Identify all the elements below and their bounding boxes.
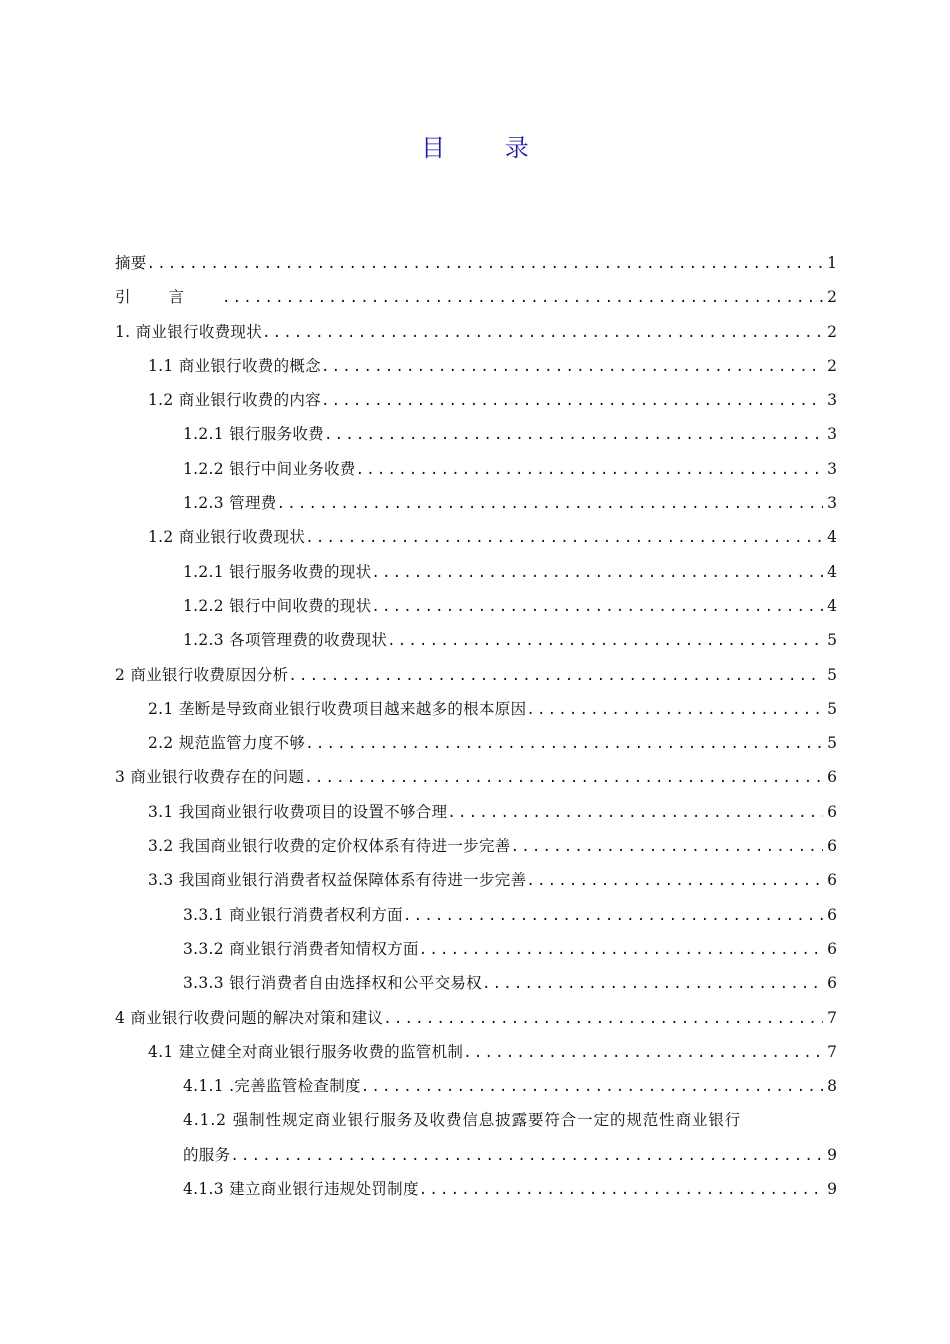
toc-entry-text: 2 商业银行收费原因分析 [115, 665, 289, 684]
toc-entry[interactable] [115, 417, 837, 451]
toc-entry-text: 1.2.2 银行中间业务收费 [183, 459, 356, 478]
dot-leader [230, 1139, 823, 1173]
dot-leader [419, 1173, 823, 1207]
toc-entry-text: 1.2 商业银行收费现状 [148, 528, 306, 547]
toc-entry-text: 4.1.2 强制性规定商业银行服务及收费信息披露要符合一定的规范性商业银行 [183, 1111, 742, 1130]
toc-entry-text: 3.3.1 商业银行消费者权利方面 [183, 905, 403, 924]
dot-leader [305, 521, 823, 555]
toc-entry[interactable] [115, 555, 837, 589]
toc-page-number: 2 [827, 322, 837, 341]
dot-leader [447, 796, 823, 830]
toc-entry[interactable] [115, 246, 837, 280]
dot-leader [304, 761, 823, 795]
toc-entry-text: 1.2.1 银行服务收费的现状 [183, 562, 372, 581]
dot-leader [387, 624, 823, 658]
toc-title: 目 录 [421, 134, 555, 162]
toc-entry-text: 4.1.3 建立商业银行违规处罚制度 [183, 1180, 419, 1199]
toc-entry-text: 1.1 商业银行收费的概念 [148, 356, 321, 375]
toc-entry[interactable] [115, 726, 837, 760]
toc-page-number: 6 [827, 905, 837, 924]
toc-entry-text: 3 商业银行收费存在的问题 [115, 768, 305, 787]
toc-page-number: 8 [827, 1077, 837, 1096]
toc-entry[interactable] [115, 658, 837, 692]
toc-page-number: 4 [827, 596, 837, 615]
dot-leader [324, 418, 823, 452]
toc-entry[interactable] [115, 315, 837, 349]
toc-entry[interactable] [115, 349, 837, 383]
toc-entry[interactable] [115, 589, 837, 623]
toc-entry[interactable] [115, 760, 837, 794]
toc-entry-continuation[interactable] [115, 1138, 837, 1172]
toc-page-number: 5 [827, 734, 837, 753]
dot-leader [262, 316, 823, 350]
toc-page-number: 7 [827, 1042, 837, 1061]
toc-entry-text: 1.2.2 银行中间收费的现状 [183, 596, 372, 615]
toc-page-number: 6 [827, 939, 837, 958]
dot-leader [356, 453, 823, 487]
toc-page-number: 7 [827, 1008, 837, 1027]
toc-entry-text: 2.2 规范监管力度不够 [148, 734, 306, 753]
toc-entry-text: 1.2.3 各项管理费的收费现状 [183, 631, 388, 650]
table-of-contents [115, 246, 837, 1206]
toc-entry[interactable] [115, 1035, 837, 1069]
dot-leader [288, 659, 823, 693]
toc-entry-text: 1. 商业银行收费现状 [115, 322, 263, 341]
dot-leader [419, 933, 823, 967]
toc-page-number: 9 [827, 1180, 837, 1199]
toc-entry[interactable] [115, 1069, 837, 1103]
toc-entry[interactable] [115, 966, 837, 1000]
dot-leader [371, 556, 823, 590]
toc-page-number: 4 [827, 528, 837, 547]
toc-page-number: 6 [827, 802, 837, 821]
toc-entry-text: 1.2.3 管理费 [183, 494, 277, 513]
dot-leader [383, 1002, 823, 1036]
toc-page-number: 3 [827, 391, 837, 410]
toc-entry[interactable] [115, 692, 837, 726]
dot-leader [222, 281, 823, 315]
toc-entry[interactable] [115, 486, 837, 520]
toc-page-number: 2 [827, 288, 837, 307]
toc-entry[interactable] [115, 795, 837, 829]
toc-entry-wrapped[interactable] [115, 1103, 837, 1137]
toc-entry[interactable] [115, 829, 837, 863]
dot-leader [371, 590, 823, 624]
dot-leader [511, 830, 823, 864]
toc-entry-text: 3.2 我国商业银行收费的定价权体系有待进一步完善 [148, 837, 511, 856]
toc-entry-text: 1.2 商业银行收费的内容 [148, 391, 321, 410]
toc-entry-text: 3.3 我国商业银行消费者权益保障体系有待进一步完善 [148, 871, 527, 890]
toc-entry-continuation-text: 的服务 [183, 1145, 231, 1164]
toc-page-number: 3 [827, 459, 837, 478]
toc-page-number: 6 [827, 974, 837, 993]
dot-leader [321, 350, 823, 384]
toc-page-number: 5 [827, 631, 837, 650]
toc-page-number: 6 [827, 768, 837, 787]
dot-leader [147, 247, 823, 281]
toc-entry[interactable] [115, 383, 837, 417]
toc-entry-text: 3.3.3 银行消费者自由选择权和公平交易权 [183, 974, 482, 993]
toc-entry[interactable] [115, 520, 837, 554]
toc-entry-text: 3.1 我国商业银行收费项目的设置不够合理 [148, 802, 448, 821]
toc-entry[interactable] [115, 452, 837, 486]
dot-leader [526, 864, 823, 898]
toc-entry[interactable] [115, 932, 837, 966]
toc-entry-text: 引言 [115, 288, 223, 307]
toc-entry[interactable] [115, 898, 837, 932]
dot-leader [526, 693, 823, 727]
toc-page-number: 3 [827, 494, 837, 513]
toc-entry-text: 4 商业银行收费问题的解决对策和建议 [115, 1008, 384, 1027]
toc-page-number: 5 [827, 699, 837, 718]
toc-page-number: 6 [827, 871, 837, 890]
toc-entry-text: 4.1 建立健全对商业银行服务收费的监管机制 [148, 1042, 464, 1061]
toc-entry-text: 1.2.1 银行服务收费 [183, 425, 324, 444]
toc-page-number: 2 [827, 356, 837, 375]
toc-page-number: 1 [827, 254, 837, 272]
toc-page-number: 9 [827, 1145, 837, 1164]
dot-leader [463, 1036, 823, 1070]
dot-leader [321, 384, 823, 418]
toc-entry-text: 4.1.1 .完善监管检查制度 [183, 1077, 361, 1096]
toc-page-number: 3 [827, 425, 837, 444]
dot-leader [305, 727, 823, 761]
dot-leader [277, 487, 823, 521]
dot-leader [361, 1070, 823, 1104]
toc-entry-text: 2.1 垄断是导致商业银行收费项目越来越多的根本原因 [148, 699, 527, 718]
toc-entry[interactable] [115, 623, 837, 657]
toc-entry-text: 摘要 [115, 254, 147, 272]
toc-entry-text: 3.3.2 商业银行消费者知情权方面 [183, 939, 419, 958]
toc-page-number: 5 [827, 665, 837, 684]
toc-page-number: 4 [827, 562, 837, 581]
toc-entry[interactable] [115, 280, 837, 314]
dot-leader [403, 899, 823, 933]
toc-entry[interactable] [115, 1001, 837, 1035]
dot-leader [482, 967, 823, 1001]
toc-entry[interactable] [115, 1172, 837, 1206]
toc-entry[interactable] [115, 863, 837, 897]
toc-page-number: 6 [827, 837, 837, 856]
